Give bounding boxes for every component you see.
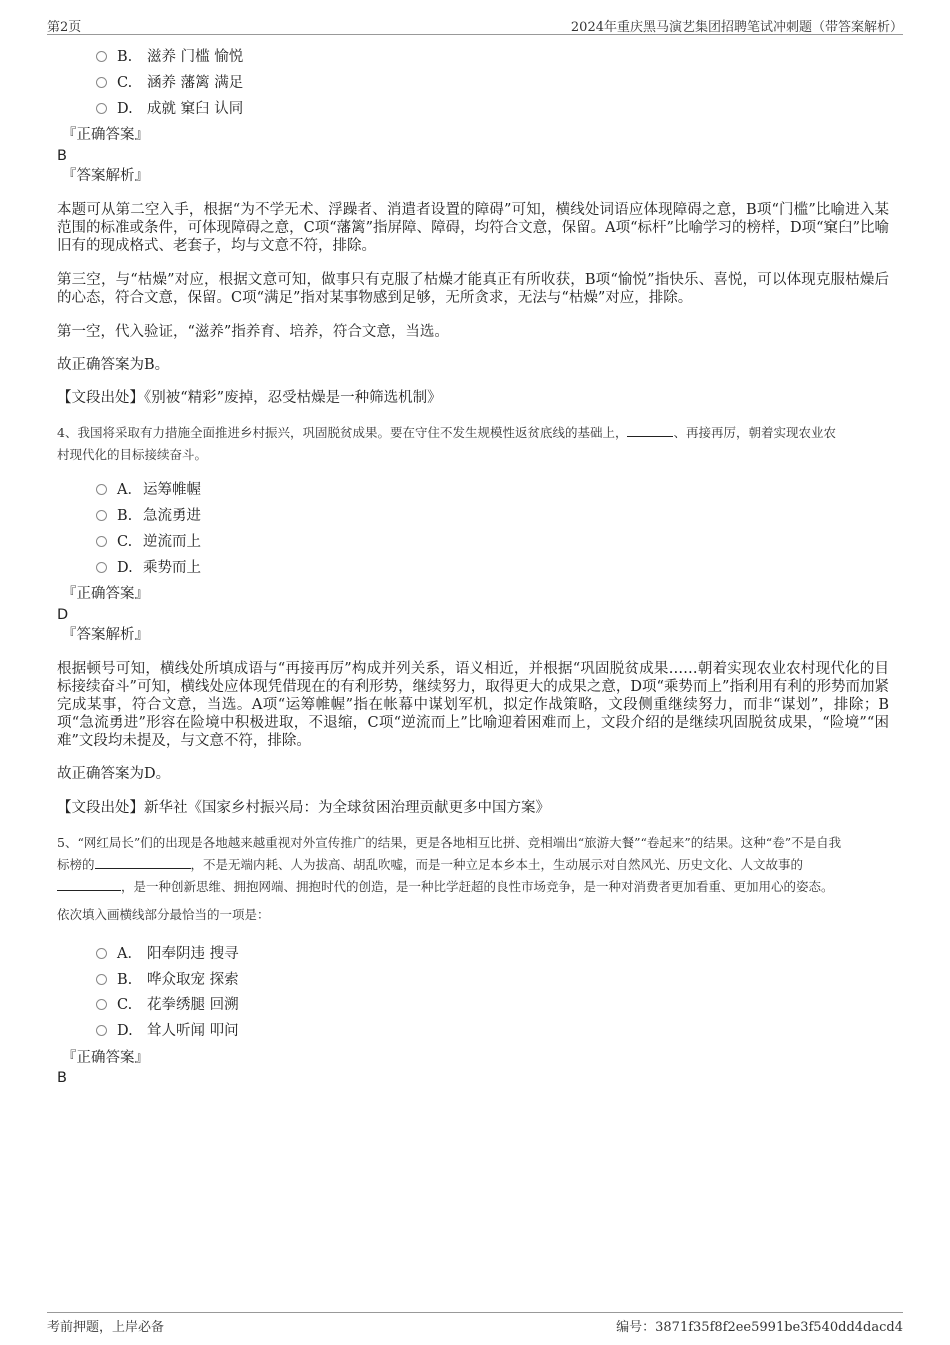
radio-icon[interactable] <box>96 562 107 573</box>
document-code: 编号：3871f35f8f2ee5991be3f540dd4dacd4 <box>616 1320 903 1335</box>
q3-answer: B <box>57 148 67 164</box>
q5-stem: 5、“网红局长”们的出现是各地越来越重视对外宣传推广的结果，更是各地相互比拼、竞相端出“旅游大餐”“卷起来”的结果。这种“卷”不是自我 标榜的 ，不是无端内耗、人为拔高、胡乱吹嘘，而是一种立足本乡本土，生动展示对自然风光、历史文化、人文故事的 ，是一种创新思维、拥抱网端、拥抱时代的创造，是一种比学赶超的良性市场竞争，是一种对消费者更加看重、更加用心的姿态。 <box>57 835 842 894</box>
q4-option-d[interactable]: D. 乘势而上 <box>96 559 201 577</box>
q4-source: 【文段出处】新华社《国家乡村振兴局：为全球贫困治理贡献更多中国方案》 <box>57 800 550 816</box>
q5-prompt: 依次填入画横线部分最恰当的一项是： <box>57 907 270 922</box>
q4-option-a[interactable]: A．运筹帷幄 <box>96 481 201 499</box>
q3-analysis-p1: 本题可从第二空入手，根据“为不学无术、浮躁者、消遣者设置的障碍”可知，横线处词语应体现障碍之意，B项“门槛”比喻进入某范围的标准或条件，可体现障碍之意，C项“藩篱”指屏障、障碍，均符合文意，保留。A项“标杆”比喻学习的榜样，D项“窠臼”比喻旧有的现成格式、老套子，均与文意不符，排除。 <box>57 202 889 254</box>
page-header <box>47 14 903 35</box>
radio-icon[interactable] <box>96 51 107 62</box>
document-title: 2024年重庆黑马演艺集团招聘笔试冲刺题（带答案解析） <box>570 20 903 35</box>
answer-blank <box>95 856 191 869</box>
q4-stem: 4、我国将采取有力措施全面推进乡村振兴，巩固脱贫成果。要在守住不发生规模性返贫底线的基础上， 、再接再厉，朝着实现农业农 村现代化的目标接续奋斗。 <box>57 425 836 462</box>
footer-slogan: 考前押题，上岸必备 <box>47 1320 165 1335</box>
q3-option-d[interactable]: D. 成就 窠臼 认同 <box>96 100 243 118</box>
q5-option-c[interactable]: C. 花拳绣腿 回溯 <box>96 996 239 1014</box>
q3-analysis-p4: 故正确答案为B。 <box>57 357 170 373</box>
q4-option-c[interactable]: C. 逆流而上 <box>96 533 201 551</box>
q4-analysis-label: 『答案解析』 <box>62 627 149 643</box>
q4-option-b[interactable]: B. 急流勇进 <box>96 507 201 525</box>
answer-blank <box>57 878 121 891</box>
q3-source: 【文段出处】《别被“精彩”废掉，忍受枯燥是一种筛选机制》 <box>57 390 442 406</box>
q5-option-b[interactable]: B. 哗众取宠 探索 <box>96 971 239 989</box>
radio-icon[interactable] <box>96 974 107 985</box>
q3-answer-label: 『正确答案』 <box>62 127 149 143</box>
q3-analysis-label: 『答案解析』 <box>62 168 149 184</box>
q5-answer-label: 『正确答案』 <box>62 1050 149 1066</box>
q5-option-d[interactable]: D. 耸人听闻 叩问 <box>96 1022 239 1040</box>
page-footer <box>47 1312 903 1337</box>
q4-answer-label: 『正确答案』 <box>62 586 149 602</box>
q5-option-a[interactable]: A． 阳奉阴违 搜寻 <box>96 945 239 963</box>
q4-analysis-p1: 根据顿号可知，横线处所填成语与“再接再厉”构成并列关系，语义相近，并根据“巩固脱贫成果……朝着实现农业农村现代化的目标接续奋斗”可知，横线处应体现凭借现在的有利形势，继续努力，取得更大的成果之意，D项“乘势而上”指利用有利的形势而加紧完成某事，符合文意，当选。A项“运筹帷幄”指在帐幕中谋划军机，拟定作战策略，文段侧重继续努力，而非“谋划”，排除；B项“急流勇进”形容在险境中积极进取，不退缩，C项“逆流而上”比喻迎着困难而上，文段介绍的是继续巩固脱贫成果，“险境”“困难”文段均未提及，与文意不符，排除。 <box>57 661 889 749</box>
radio-icon[interactable] <box>96 536 107 547</box>
answer-blank <box>627 424 673 437</box>
q3-analysis-p3: 第一空，代入验证，“滋养”指养育、培养，符合文意，当选。 <box>57 324 449 340</box>
q3-analysis-p2: 第三空，与“枯燥”对应，根据文意可知，做事只有克服了枯燥才能真正有所收获，B项“愉悦”指快乐、喜悦，可以体现克服枯燥后的心态，符合文意，保留。C项“满足”指对某事物感到足够，无所贪求，无法与“枯燥”对应，排除。 <box>57 272 889 306</box>
q4-answer: D <box>57 607 69 623</box>
page-number: 第2页 <box>47 20 82 35</box>
radio-icon[interactable] <box>96 510 107 521</box>
radio-icon[interactable] <box>96 103 107 114</box>
radio-icon[interactable] <box>96 1025 107 1036</box>
q4-analysis-p2: 故正确答案为D。 <box>57 766 171 782</box>
q5-answer: B <box>57 1070 67 1086</box>
q3-option-b[interactable]: B. 滋养 门槛 愉悦 <box>96 48 243 66</box>
radio-icon[interactable] <box>96 999 107 1010</box>
q3-option-c[interactable]: C. 涵养 藩篱 满足 <box>96 74 243 92</box>
radio-icon[interactable] <box>96 484 107 495</box>
radio-icon[interactable] <box>96 77 107 88</box>
radio-icon[interactable] <box>96 948 107 959</box>
